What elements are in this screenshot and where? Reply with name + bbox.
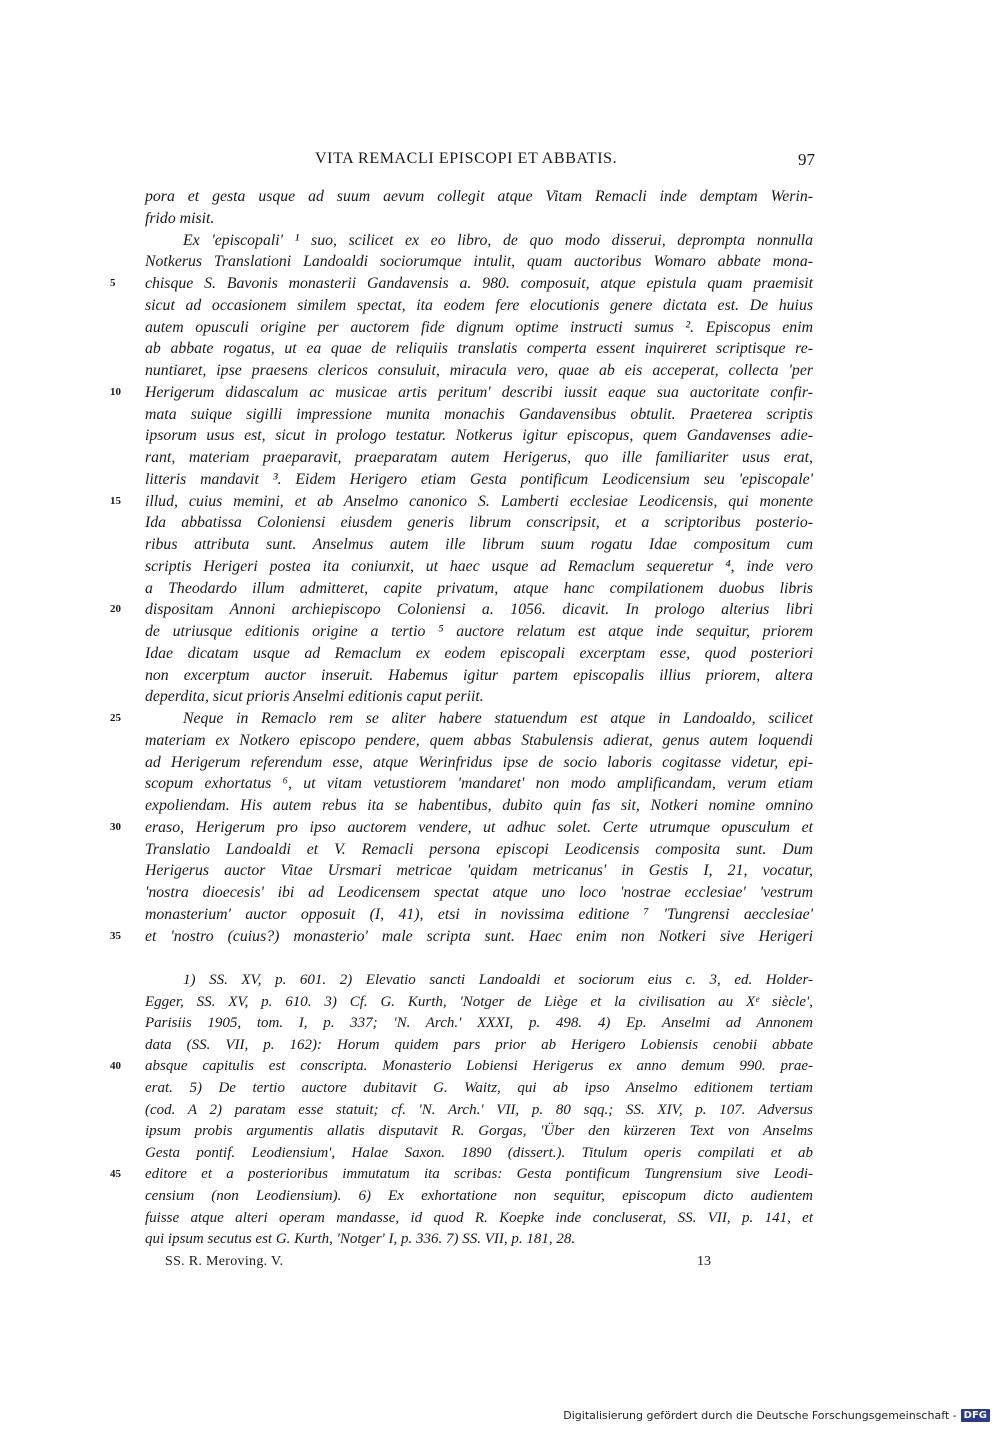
line-text: de utriusque editionis origine a tertio ⁵ auctore relatum est atque inde sequitur, priorem — [145, 623, 813, 640]
line-text: eraso, Herigerum pro ipso auctorem vendere, ut adhuc solet. Certe utrumque opusculum et — [145, 818, 813, 836]
line-text: ipsorum usus est, sicut in prologo testatur. Notkerus igitur episcopus, quem Gandavenses adie- — [145, 427, 813, 445]
line-number: 30 — [110, 820, 121, 833]
text-line — [145, 295, 813, 317]
line-text: Notkerus Translationi Landoaldi sociorumque intulit, quam auctoribus Womaro abbate mona- — [145, 253, 813, 271]
text-line — [145, 904, 813, 926]
line-text: ab abbate rogatus, ut ea quae de reliquiis translatis comperta essent inquireret scriptisque re- — [145, 340, 813, 358]
line-text: nuntiaret, ipse praesens clericos consuluit, miracula vero, quae ab eis acceperat, collecta 'per — [145, 362, 813, 379]
funding-credit — [563, 1406, 990, 1424]
line-text: illud, cuius memini, et ab Anselmo canonico S. Lamberti ecclesiae Leodicensis, qui monente — [145, 492, 813, 510]
line-text: mata suique sigilli impressione munita monachis Gandavensibus obtulit. Praeterea scriptis — [145, 405, 813, 423]
footnotes — [110, 970, 813, 1251]
text-line — [145, 447, 813, 469]
line-text: pora et gesta usque ad suum aevum collegit atque Vitam Remacli inde demptam Werin- — [145, 188, 813, 205]
running-title: VITA REMACLI EPISCOPI ET ABBATIS. — [315, 150, 618, 167]
footnote-line — [110, 1164, 813, 1186]
footnote-text: data (SS. VII, p. 162): Horum quidem pars prior ab Herigero Lobiensis cenobii abbate — [145, 1036, 813, 1053]
line-number: 5 — [110, 277, 116, 289]
text-line — [145, 665, 813, 687]
line-text: Ex 'episcopali' ¹ suo, scilicet ex eo libro, de quo modo disserui, deprompta nonnulla — [183, 231, 813, 249]
line-text: deperdita, sicut prioris Anselmi editionis caput periit. — [145, 688, 484, 706]
dfg-logo-icon: DFG — [961, 1409, 990, 1422]
main-text — [110, 186, 813, 947]
line-text: Translatio Landoaldi et V. Remacli persona episcopi Leodicensis composita sunt. Dum — [145, 840, 813, 858]
funding-text: Digitalisierung gefördert durch die Deutsche Forschungsgemeinschaft - — [563, 1408, 957, 1422]
line-number: 10 — [110, 385, 121, 398]
line-text: scriptis Herigeri postea ita coniunxit, ut haec usque ad Remaclum sequeretur ⁴, inde vero — [145, 557, 813, 575]
signature-mark: SS. R. Meroving. V. — [165, 1254, 284, 1269]
footnote-text: 1) SS. XV, p. 601. 2) Elevatio sancti Landoaldi et sociorum eius c. 3, ed. Holder- — [183, 972, 813, 988]
text-line — [145, 839, 813, 861]
line-text: litteris mandavit ³. Eidem Herigero etiam Gesta pontificum Leodicensium seu 'episcopale' — [145, 470, 813, 488]
line-text: ribus attributa sunt. Anselmus autem ille librum suum rogatu Idae compositum cum — [145, 536, 813, 553]
footnote-line — [145, 1143, 813, 1165]
text-line — [110, 817, 813, 839]
text-line — [110, 599, 813, 621]
line-text: Ida abbatissa Coloniensi eiusdem generis librum conscripsit, et a scriptoribus posterio- — [145, 514, 813, 532]
footnote-line — [145, 1013, 813, 1035]
line-text: scopum exhortatus ⁶, ut vitam vetustiorem 'mandaret' non modo amplificandam, verum etiam — [145, 775, 813, 793]
text-line — [145, 186, 813, 208]
footnote-text: qui ipsum secutus est G. Kurth, 'Notger' I, p. 336. 7) SS. VII, p. 181, 28. — [145, 1231, 576, 1248]
line-text: monasterium' auctor opposuit (I, 41), etsi in novissima editione ⁷ 'Tungrensi aecclesiae' — [145, 905, 813, 923]
footnote-text: Egger, SS. XV, p. 610. 3) Cf. G. Kurth, 'Notger de Liège et la civilisation au Xᵉ siècle', — [145, 993, 813, 1010]
line-text: sicut ad occasionem similem spectat, ita eodem fere elocutionis genere dictata est. De huius — [145, 296, 813, 314]
footnote-line — [145, 1121, 813, 1143]
line-text: rant, materiam praeparavit, praeparatam autem Herigerus, quo ille familiariter usus erat, — [145, 449, 813, 466]
line-text: materiam ex Notkero episcopo pendere, quem abbas Stabulensis adierat, genus autem loquendi — [145, 731, 813, 749]
footnote-line — [145, 1100, 813, 1122]
line-text: et 'nostro (cuius?) monasterio' male scripta sunt. Haec enim non Notkeri sive Herigeri — [145, 927, 813, 945]
text-line — [145, 752, 813, 774]
text-line — [145, 534, 813, 556]
text-line — [145, 317, 813, 339]
line-text: expoliendam. His autem rebus ita se habentibus, dubito quin fas sit, Notkeri nomine omnino — [145, 797, 813, 814]
text-line — [110, 273, 813, 295]
line-number: 35 — [110, 929, 121, 942]
sheet-number: 13 — [697, 1254, 711, 1269]
text-line — [145, 251, 813, 273]
text-line — [145, 773, 813, 795]
text-line — [145, 512, 813, 534]
footnote-line — [145, 1208, 813, 1230]
line-text: Herigerum didascalum ac musicae artis peritum' describi iussit eaque sua auctoritate confir- — [145, 383, 813, 401]
text-line — [145, 338, 813, 360]
footnote-text: fuisse atque alteri operam mandasse, id quod R. Koepke inde concluserat, SS. VII, p. 141, et — [145, 1209, 813, 1226]
text-line — [145, 860, 813, 882]
line-text: Herigerus auctor Vitae Ursmari metricae 'quidam metricanus' in Gestis I, 21, vocatur, — [145, 862, 813, 880]
line-text: non excerptum auctor inseruit. Habemus igitur partem episcopalis illius priorem, altera — [145, 666, 813, 684]
line-number: 45 — [110, 1168, 121, 1181]
line-text: a Theodardo illum admitteret, capite privatum, atque hanc compilationem duobus libris — [145, 579, 813, 597]
line-number: 15 — [110, 494, 121, 507]
footnote-text: (cod. A 2) paratam esse statuit; cf. 'N. Arch.' VII, p. 80 sqq.; SS. XIV, p. 107. Adversus — [145, 1101, 813, 1118]
text-line — [145, 230, 813, 252]
footnote-line — [145, 1229, 813, 1251]
line-text: ad Herigerum referendum esse, atque Werinfridus ipse de socio laboris cogitasse videtur, epi- — [145, 753, 813, 771]
text-line — [145, 795, 813, 817]
footnote-line — [110, 1056, 813, 1078]
footnote-text: censium (non Leodiensium). 6) Ex exhortatione non sequitur, episcopum dicto audientem — [145, 1187, 813, 1204]
text-line — [145, 360, 813, 382]
text-line — [110, 382, 813, 404]
text-line — [145, 882, 813, 904]
line-number: 25 — [110, 712, 121, 724]
text-line — [145, 404, 813, 426]
text-line — [145, 730, 813, 752]
line-text: autem opusculi origine per auctorem fide dignum optime instructi sumus ². Episcopus enim — [145, 318, 813, 336]
line-text: Idae dicatam usque ad Remaclum ex eodem episcopali excerptam esse, quod posteriori — [145, 644, 813, 662]
footnote-text: Gesta pontif. Leodiensium', Halae Saxon. 1890 (dissert.). Titulum operis compilati et ab — [145, 1144, 813, 1161]
text-line — [145, 643, 813, 665]
page-header — [145, 150, 815, 174]
line-text: 'nostra dioecesis' ibi ad Leodicensem spectat atque uno loco 'nostrae ecclesiae' 'vestrum — [145, 884, 813, 901]
footnote-text: Parisiis 1905, tom. I, p. 337; 'N. Arch.' XXXI, p. 498. 4) Ep. Anselmi ad Annonem — [145, 1015, 813, 1032]
footnote-line — [145, 1186, 813, 1208]
footnote-line — [145, 970, 813, 992]
line-text: chisque S. Bavonis monasterii Gandavensis a. 980. composuit, atque epistula quam praemisit — [145, 275, 813, 292]
footnote-text: absque capitulis est conscripta. Monasterio Lobiensi Herigerus ex anno demum 990. prae- — [145, 1058, 813, 1075]
text-line — [145, 556, 813, 578]
line-number: 20 — [110, 603, 121, 616]
line-text: frido misit. — [145, 209, 215, 227]
footnote-line — [145, 1035, 813, 1057]
line-text: dispositam Annoni archiepiscopo Coloniensi a. 1056. dicavit. In prologo alterius libri — [145, 601, 813, 619]
text-line — [145, 208, 813, 230]
text-line — [145, 621, 813, 643]
footnote-text: erat. 5) De tertio auctore dubitavit G. Waitz, qui ab ipso Anselmo editionem tertiam — [145, 1079, 813, 1096]
text-line — [110, 926, 813, 948]
footnote-text: editore et a posterioribus immutatum ita scribas: Gesta pontificum Tungrensium sive Leodi- — [145, 1166, 813, 1183]
text-line — [145, 578, 813, 600]
text-line — [110, 491, 813, 513]
footnote-text: ipsum probis argumentis allatis disputavit R. Gorgas, 'Über den kürzeren Text von Anselms — [145, 1123, 813, 1140]
text-line — [145, 686, 813, 708]
text-line — [145, 469, 813, 491]
footnote-line — [145, 992, 813, 1014]
page-number: 97 — [798, 150, 815, 169]
footnote-line — [145, 1078, 813, 1100]
text-line — [145, 425, 813, 447]
text-line — [110, 708, 813, 730]
line-number: 40 — [110, 1060, 121, 1073]
line-text: Neque in Remaclo rem se aliter habere statuendum est atque in Landoaldo, scilicet — [183, 710, 813, 727]
